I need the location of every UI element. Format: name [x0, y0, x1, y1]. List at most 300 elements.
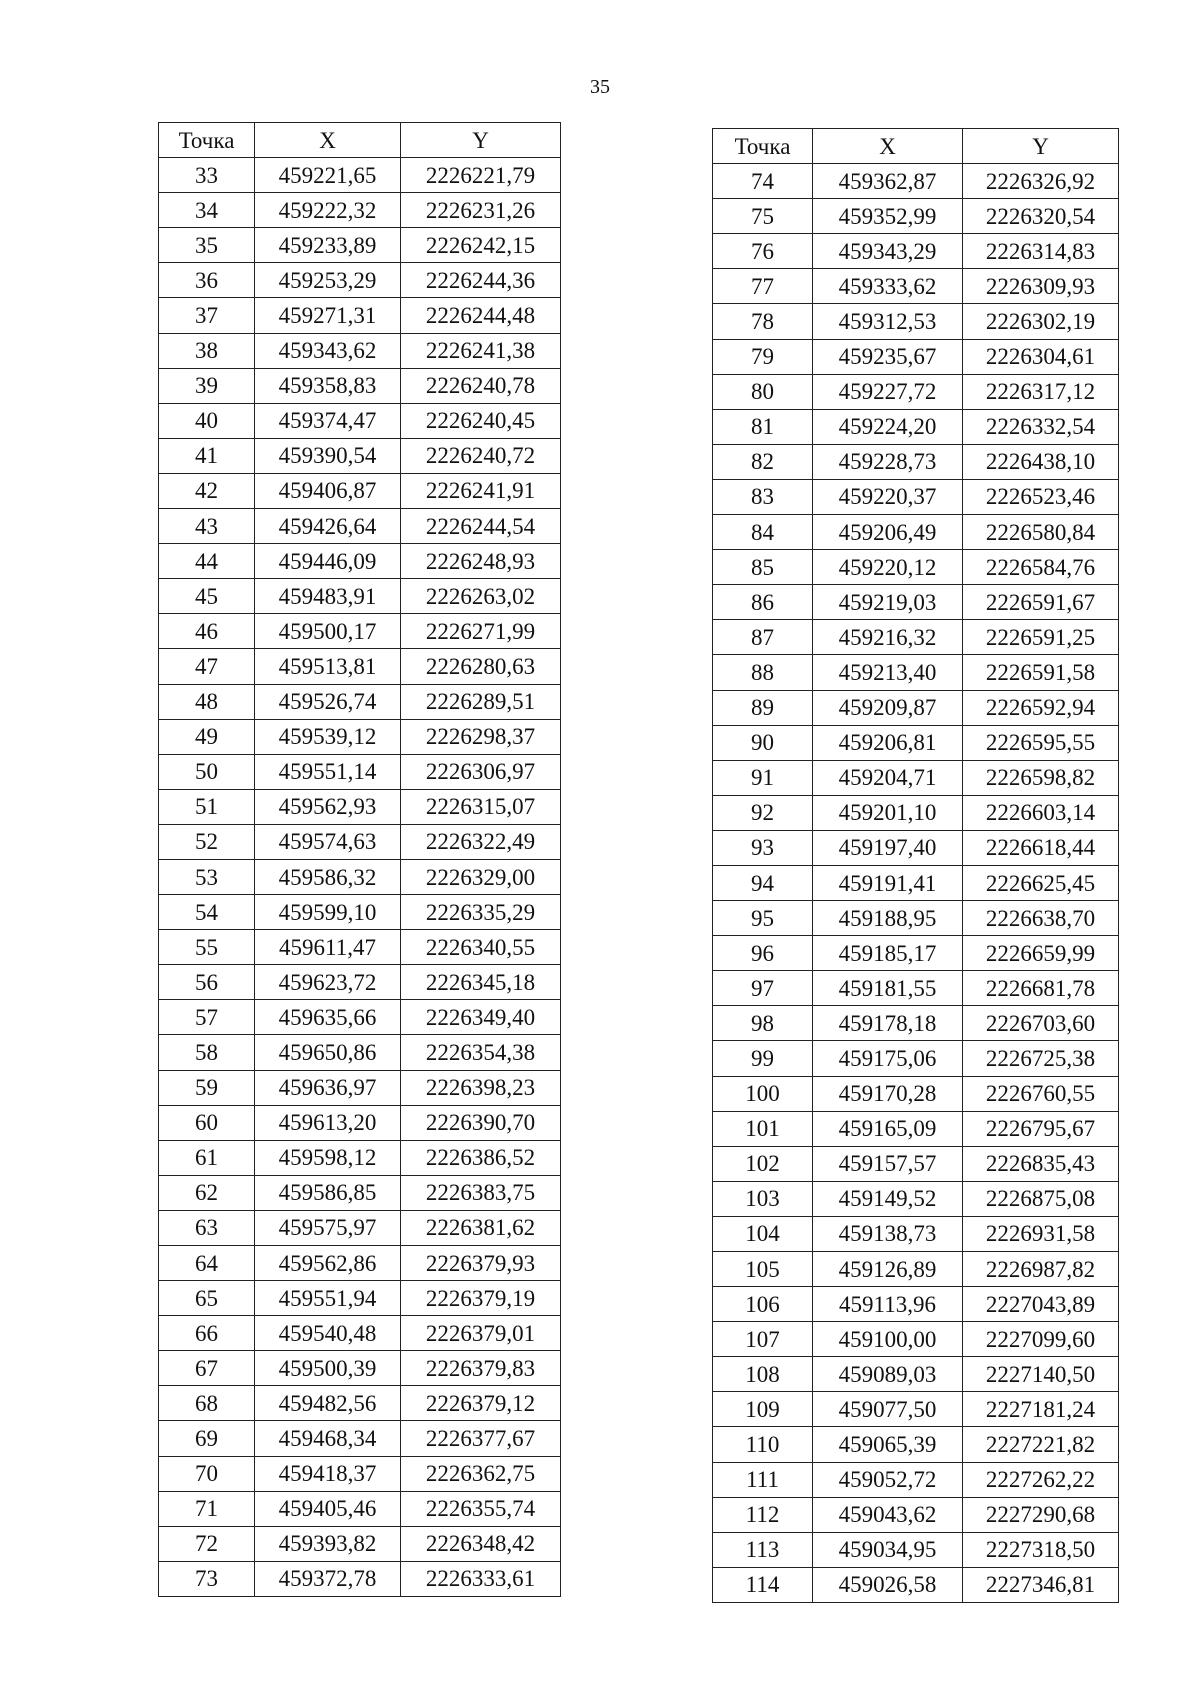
- cell-y: 2226309,93: [963, 269, 1119, 304]
- cell-y: 2226760,55: [963, 1076, 1119, 1111]
- table-row: [713, 1006, 1119, 1041]
- table-row: [713, 1462, 1119, 1497]
- cell-x: 459026,58: [813, 1567, 963, 1602]
- cell-y: 2226289,51: [401, 684, 561, 719]
- cell-y: 2226595,55: [963, 725, 1119, 760]
- table-row: [159, 368, 561, 403]
- cell-x: 459551,94: [255, 1281, 401, 1316]
- table-row: [713, 690, 1119, 725]
- cell-x: 459220,37: [813, 479, 963, 514]
- cell-point: 53: [159, 859, 255, 894]
- cell-x: 459100,00: [813, 1322, 963, 1357]
- cell-x: 459500,17: [255, 614, 401, 649]
- cell-y: 2226306,97: [401, 754, 561, 789]
- cell-x: 459623,72: [255, 965, 401, 1000]
- cell-point: 69: [159, 1421, 255, 1456]
- cell-y: 2227221,82: [963, 1427, 1119, 1462]
- cell-point: 38: [159, 333, 255, 368]
- cell-x: 459526,74: [255, 684, 401, 719]
- cell-x: 459574,63: [255, 824, 401, 859]
- cell-point: 91: [713, 760, 813, 795]
- cell-x: 459611,47: [255, 930, 401, 965]
- table-row: [159, 1456, 561, 1491]
- cell-y: 2226390,70: [401, 1105, 561, 1140]
- cell-y: 2226332,54: [963, 409, 1119, 444]
- cell-x: 459206,81: [813, 725, 963, 760]
- cell-point: 39: [159, 368, 255, 403]
- table-row: [713, 865, 1119, 900]
- cell-point: 56: [159, 965, 255, 1000]
- table-row: [159, 473, 561, 508]
- table-header-row: [713, 129, 1119, 164]
- table-row: [713, 971, 1119, 1006]
- cell-y: 2226241,38: [401, 333, 561, 368]
- cell-x: 459598,12: [255, 1140, 401, 1175]
- cell-x: 459372,78: [255, 1561, 401, 1596]
- cell-point: 45: [159, 579, 255, 614]
- cell-y: 2226317,12: [963, 374, 1119, 409]
- cell-point: 62: [159, 1175, 255, 1210]
- cell-y: 2226335,29: [401, 895, 561, 930]
- cell-y: 2226638,70: [963, 901, 1119, 936]
- cell-y: 2226580,84: [963, 515, 1119, 550]
- table-row: [713, 1357, 1119, 1392]
- table-row: [159, 509, 561, 544]
- table-row: [713, 1216, 1119, 1251]
- cell-y: 2226659,99: [963, 936, 1119, 971]
- cell-point: 112: [713, 1497, 813, 1532]
- cell-y: 2227346,81: [963, 1567, 1119, 1602]
- cell-point: 90: [713, 725, 813, 760]
- cell-point: 51: [159, 789, 255, 824]
- table-header-row: [159, 123, 561, 158]
- cell-x: 459191,41: [813, 865, 963, 900]
- cell-x: 459126,89: [813, 1252, 963, 1287]
- cell-x: 459312,53: [813, 304, 963, 339]
- coordinates-table-left: [158, 122, 561, 1597]
- cell-y: 2226271,99: [401, 614, 561, 649]
- cell-point: 99: [713, 1041, 813, 1076]
- cell-y: 2226244,48: [401, 298, 561, 333]
- cell-x: 459333,62: [813, 269, 963, 304]
- cell-x: 459650,86: [255, 1035, 401, 1070]
- cell-y: 2226591,25: [963, 620, 1119, 655]
- cell-y: 2226241,91: [401, 473, 561, 508]
- cell-point: 111: [713, 1462, 813, 1497]
- table-row: [159, 1105, 561, 1140]
- cell-x: 459178,18: [813, 1006, 963, 1041]
- cell-x: 459575,97: [255, 1210, 401, 1245]
- cell-x: 459586,32: [255, 859, 401, 894]
- table-row: [159, 193, 561, 228]
- cell-x: 459613,20: [255, 1105, 401, 1140]
- table-row: [159, 1175, 561, 1210]
- table-row: [159, 719, 561, 754]
- cell-point: 65: [159, 1281, 255, 1316]
- cell-point: 47: [159, 649, 255, 684]
- table-row: [713, 1287, 1119, 1322]
- table-row: [159, 228, 561, 263]
- cell-y: 2226379,83: [401, 1351, 561, 1386]
- header-y: Y: [401, 123, 561, 158]
- cell-point: 78: [713, 304, 813, 339]
- cell-y: 2227290,68: [963, 1497, 1119, 1532]
- cell-point: 55: [159, 930, 255, 965]
- cell-point: 106: [713, 1287, 813, 1322]
- cell-y: 2226379,19: [401, 1281, 561, 1316]
- header-point: Точка: [713, 129, 813, 164]
- table-row: [159, 1210, 561, 1245]
- cell-x: 459271,31: [255, 298, 401, 333]
- table-row: [159, 614, 561, 649]
- page-number: 35: [590, 76, 610, 98]
- table-row: [159, 403, 561, 438]
- cell-y: 2226304,61: [963, 339, 1119, 374]
- cell-point: 86: [713, 585, 813, 620]
- cell-x: 459065,39: [813, 1427, 963, 1462]
- cell-y: 2226931,58: [963, 1216, 1119, 1251]
- cell-point: 37: [159, 298, 255, 333]
- table-row: [713, 444, 1119, 479]
- cell-y: 2226386,52: [401, 1140, 561, 1175]
- table-row: [159, 263, 561, 298]
- table-row: [713, 550, 1119, 585]
- cell-point: 63: [159, 1210, 255, 1245]
- table-row: [159, 1070, 561, 1105]
- table-row: [159, 754, 561, 789]
- table-row: [159, 1246, 561, 1281]
- cell-x: 459149,52: [813, 1181, 963, 1216]
- table-row: [713, 760, 1119, 795]
- table-row: [159, 1351, 561, 1386]
- cell-x: 459358,83: [255, 368, 401, 403]
- cell-y: 2226398,23: [401, 1070, 561, 1105]
- cell-y: 2226348,42: [401, 1526, 561, 1561]
- cell-y: 2227140,50: [963, 1357, 1119, 1392]
- cell-point: 114: [713, 1567, 813, 1602]
- cell-x: 459426,64: [255, 509, 401, 544]
- cell-x: 459052,72: [813, 1462, 963, 1497]
- cell-y: 2226242,15: [401, 228, 561, 263]
- cell-x: 459418,37: [255, 1456, 401, 1491]
- cell-y: 2227181,24: [963, 1392, 1119, 1427]
- cell-x: 459468,34: [255, 1421, 401, 1456]
- cell-point: 68: [159, 1386, 255, 1421]
- cell-y: 2227318,50: [963, 1532, 1119, 1567]
- cell-x: 459551,14: [255, 754, 401, 789]
- cell-x: 459138,73: [813, 1216, 963, 1251]
- table-row: [159, 298, 561, 333]
- cell-point: 46: [159, 614, 255, 649]
- cell-y: 2226240,72: [401, 438, 561, 473]
- cell-point: 98: [713, 1006, 813, 1041]
- cell-point: 73: [159, 1561, 255, 1596]
- cell-point: 44: [159, 544, 255, 579]
- cell-point: 58: [159, 1035, 255, 1070]
- table-row: [159, 1140, 561, 1175]
- cell-x: 459390,54: [255, 438, 401, 473]
- cell-y: 2226240,78: [401, 368, 561, 403]
- table-row: [159, 1281, 561, 1316]
- cell-x: 459482,56: [255, 1386, 401, 1421]
- cell-x: 459157,57: [813, 1146, 963, 1181]
- cell-y: 2226263,02: [401, 579, 561, 614]
- cell-point: 74: [713, 164, 813, 199]
- cell-point: 40: [159, 403, 255, 438]
- cell-point: 89: [713, 690, 813, 725]
- cell-point: 75: [713, 199, 813, 234]
- cell-y: 2226625,45: [963, 865, 1119, 900]
- cell-point: 109: [713, 1392, 813, 1427]
- cell-point: 54: [159, 895, 255, 930]
- table-row: [159, 649, 561, 684]
- cell-point: 97: [713, 971, 813, 1006]
- cell-point: 35: [159, 228, 255, 263]
- table-row: [713, 585, 1119, 620]
- cell-point: 50: [159, 754, 255, 789]
- cell-point: 101: [713, 1111, 813, 1146]
- cell-point: 113: [713, 1532, 813, 1567]
- cell-point: 72: [159, 1526, 255, 1561]
- cell-y: 2226298,37: [401, 719, 561, 754]
- cell-point: 52: [159, 824, 255, 859]
- cell-point: 105: [713, 1252, 813, 1287]
- table-row: [713, 234, 1119, 269]
- cell-point: 43: [159, 509, 255, 544]
- table-row: [159, 684, 561, 719]
- table-row: [713, 164, 1119, 199]
- cell-point: 48: [159, 684, 255, 719]
- cell-y: 2226598,82: [963, 760, 1119, 795]
- table-row: [713, 1076, 1119, 1111]
- cell-y: 2227099,60: [963, 1322, 1119, 1357]
- cell-y: 2226314,83: [963, 234, 1119, 269]
- table-row: [713, 830, 1119, 865]
- cell-y: 2226379,93: [401, 1246, 561, 1281]
- table-row: [159, 1526, 561, 1561]
- cell-x: 459219,03: [813, 585, 963, 620]
- cell-x: 459222,32: [255, 193, 401, 228]
- cell-x: 459170,28: [813, 1076, 963, 1111]
- cell-y: 2227262,22: [963, 1462, 1119, 1497]
- table-row: [713, 1322, 1119, 1357]
- cell-y: 2226618,44: [963, 830, 1119, 865]
- table-row: [159, 789, 561, 824]
- table-row: [713, 199, 1119, 234]
- table-row: [713, 409, 1119, 444]
- cell-point: 71: [159, 1491, 255, 1526]
- cell-y: 2226248,93: [401, 544, 561, 579]
- cell-y: 2226725,38: [963, 1041, 1119, 1076]
- cell-x: 459635,66: [255, 1000, 401, 1035]
- cell-point: 104: [713, 1216, 813, 1251]
- cell-y: 2226354,38: [401, 1035, 561, 1070]
- cell-y: 2226240,45: [401, 403, 561, 438]
- cell-point: 33: [159, 158, 255, 193]
- cell-x: 459233,89: [255, 228, 401, 263]
- cell-y: 2226221,79: [401, 158, 561, 193]
- cell-point: 79: [713, 339, 813, 374]
- cell-x: 459113,96: [813, 1287, 963, 1322]
- cell-y: 2227043,89: [963, 1287, 1119, 1322]
- table-row: [713, 620, 1119, 655]
- cell-x: 459221,65: [255, 158, 401, 193]
- cell-point: 92: [713, 795, 813, 830]
- cell-y: 2226377,67: [401, 1421, 561, 1456]
- cell-x: 459204,71: [813, 760, 963, 795]
- table-row: [159, 438, 561, 473]
- table-row: [713, 515, 1119, 550]
- cell-y: 2226244,36: [401, 263, 561, 298]
- cell-x: 459188,95: [813, 901, 963, 936]
- table-row: [713, 901, 1119, 936]
- coordinates-table-right: [712, 128, 1119, 1603]
- cell-x: 459224,20: [813, 409, 963, 444]
- cell-point: 85: [713, 550, 813, 585]
- cell-x: 459235,67: [813, 339, 963, 374]
- cell-x: 459077,50: [813, 1392, 963, 1427]
- cell-point: 41: [159, 438, 255, 473]
- cell-x: 459201,10: [813, 795, 963, 830]
- cell-point: 88: [713, 655, 813, 690]
- table-row: [713, 304, 1119, 339]
- cell-point: 57: [159, 1000, 255, 1035]
- cell-x: 459213,40: [813, 655, 963, 690]
- cell-x: 459343,62: [255, 333, 401, 368]
- cell-point: 61: [159, 1140, 255, 1175]
- table-row: [159, 158, 561, 193]
- cell-x: 459586,85: [255, 1175, 401, 1210]
- cell-y: 2226315,07: [401, 789, 561, 824]
- header-point: Точка: [159, 123, 255, 158]
- table-row: [159, 1491, 561, 1526]
- cell-x: 459362,87: [813, 164, 963, 199]
- cell-x: 459406,87: [255, 473, 401, 508]
- cell-point: 64: [159, 1246, 255, 1281]
- header-y: Y: [963, 129, 1119, 164]
- cell-point: 95: [713, 901, 813, 936]
- cell-y: 2226379,01: [401, 1316, 561, 1351]
- cell-y: 2226340,55: [401, 930, 561, 965]
- cell-y: 2226584,76: [963, 550, 1119, 585]
- cell-point: 108: [713, 1357, 813, 1392]
- table-row: [159, 1000, 561, 1035]
- table-row: [159, 965, 561, 1000]
- cell-point: 77: [713, 269, 813, 304]
- cell-y: 2226383,75: [401, 1175, 561, 1210]
- table-row: [713, 795, 1119, 830]
- table-row: [713, 1392, 1119, 1427]
- cell-x: 459185,17: [813, 936, 963, 971]
- table-row: [159, 1386, 561, 1421]
- table-row: [713, 1497, 1119, 1532]
- table-row: [713, 1111, 1119, 1146]
- cell-point: 60: [159, 1105, 255, 1140]
- cell-point: 94: [713, 865, 813, 900]
- cell-x: 459043,62: [813, 1497, 963, 1532]
- table-row: [159, 333, 561, 368]
- cell-y: 2226592,94: [963, 690, 1119, 725]
- table-row: [159, 824, 561, 859]
- table-row: [159, 1316, 561, 1351]
- cell-y: 2226835,43: [963, 1146, 1119, 1181]
- table-row: [713, 1427, 1119, 1462]
- cell-x: 459539,12: [255, 719, 401, 754]
- cell-point: 107: [713, 1322, 813, 1357]
- cell-y: 2226362,75: [401, 1456, 561, 1491]
- cell-y: 2226987,82: [963, 1252, 1119, 1287]
- table-row: [159, 930, 561, 965]
- cell-x: 459562,93: [255, 789, 401, 824]
- table-row: [713, 1567, 1119, 1602]
- cell-y: 2226280,63: [401, 649, 561, 684]
- cell-y: 2226355,74: [401, 1491, 561, 1526]
- cell-y: 2226591,67: [963, 585, 1119, 620]
- cell-y: 2226349,40: [401, 1000, 561, 1035]
- table-row: [713, 479, 1119, 514]
- cell-point: 66: [159, 1316, 255, 1351]
- cell-x: 459500,39: [255, 1351, 401, 1386]
- cell-y: 2226326,92: [963, 164, 1119, 199]
- cell-y: 2226703,60: [963, 1006, 1119, 1041]
- cell-y: 2226681,78: [963, 971, 1119, 1006]
- cell-x: 459206,49: [813, 515, 963, 550]
- table-row: [159, 1035, 561, 1070]
- cell-point: 103: [713, 1181, 813, 1216]
- cell-x: 459216,32: [813, 620, 963, 655]
- cell-x: 459034,95: [813, 1532, 963, 1567]
- cell-point: 93: [713, 830, 813, 865]
- table-row: [159, 544, 561, 579]
- cell-x: 459352,99: [813, 199, 963, 234]
- cell-point: 87: [713, 620, 813, 655]
- cell-point: 84: [713, 515, 813, 550]
- cell-point: 102: [713, 1146, 813, 1181]
- cell-y: 2226438,10: [963, 444, 1119, 479]
- cell-point: 100: [713, 1076, 813, 1111]
- cell-y: 2226523,46: [963, 479, 1119, 514]
- cell-x: 459405,46: [255, 1491, 401, 1526]
- cell-y: 2226603,14: [963, 795, 1119, 830]
- table-row: [713, 339, 1119, 374]
- cell-point: 70: [159, 1456, 255, 1491]
- table-row: [713, 374, 1119, 409]
- cell-x: 459446,09: [255, 544, 401, 579]
- cell-x: 459165,09: [813, 1111, 963, 1146]
- cell-x: 459209,87: [813, 690, 963, 725]
- cell-x: 459253,29: [255, 263, 401, 298]
- table-row: [713, 1181, 1119, 1216]
- cell-x: 459374,47: [255, 403, 401, 438]
- cell-point: 80: [713, 374, 813, 409]
- cell-x: 459089,03: [813, 1357, 963, 1392]
- table-row: [713, 1252, 1119, 1287]
- cell-y: 2226322,49: [401, 824, 561, 859]
- table-row: [713, 655, 1119, 690]
- cell-x: 459181,55: [813, 971, 963, 1006]
- table-row: [713, 269, 1119, 304]
- cell-point: 36: [159, 263, 255, 298]
- cell-point: 81: [713, 409, 813, 444]
- header-x: X: [255, 123, 401, 158]
- cell-x: 459197,40: [813, 830, 963, 865]
- cell-x: 459599,10: [255, 895, 401, 930]
- cell-y: 2226244,54: [401, 509, 561, 544]
- header-x: X: [813, 129, 963, 164]
- cell-y: 2226379,12: [401, 1386, 561, 1421]
- cell-x: 459220,12: [813, 550, 963, 585]
- cell-point: 76: [713, 234, 813, 269]
